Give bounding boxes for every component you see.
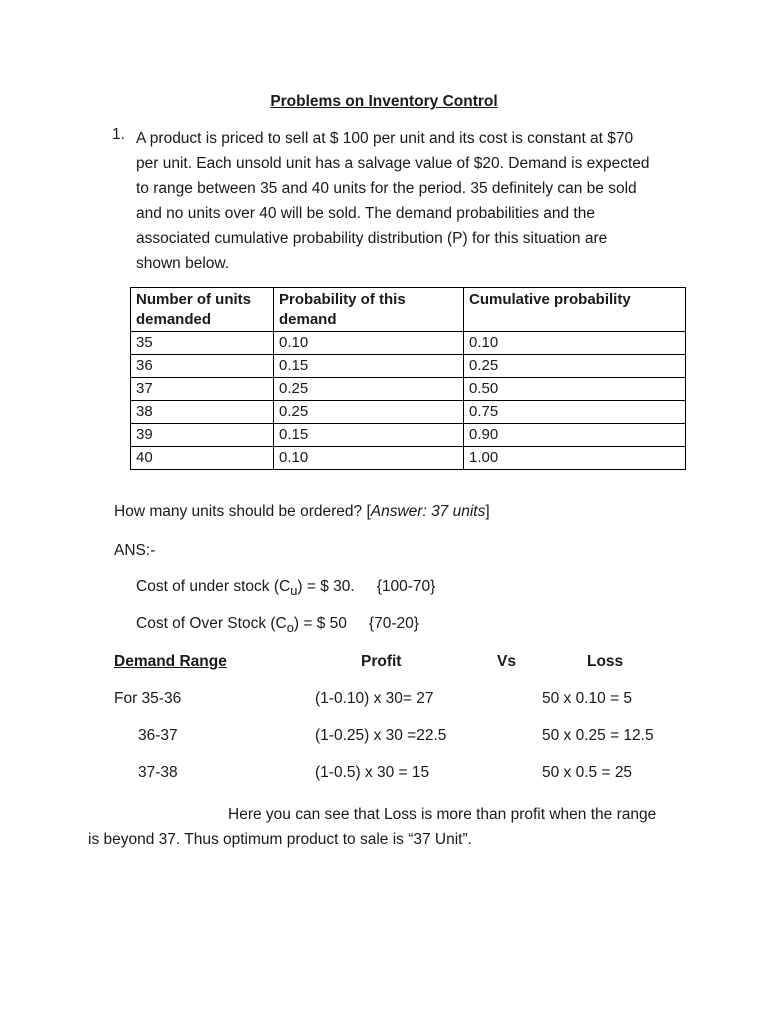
- table-cell: 0.10: [464, 332, 686, 355]
- cost-under-stock: [136, 578, 435, 598]
- cost-over-prefix: Cost of Over Stock (C: [136, 615, 287, 632]
- cost-under-prefix: Cost of under stock (C: [136, 578, 291, 595]
- cost-over-calc: {70-20}: [368, 615, 419, 632]
- cost-over-sub: o: [286, 620, 294, 636]
- table-cell: 0.15: [274, 424, 464, 447]
- table-cell: 0.10: [274, 447, 464, 470]
- table-cell: 1.00: [464, 447, 686, 470]
- question-text: How many units should be ordered? [: [114, 503, 371, 520]
- probability-table: [130, 287, 686, 470]
- table-cell: 0.90: [464, 424, 686, 447]
- table-cell: 0.25: [274, 401, 464, 424]
- cost-under-suffix: ) = $ 30.: [297, 578, 355, 595]
- table-cell: 40: [131, 447, 274, 470]
- problem-number: 1.: [112, 126, 125, 143]
- table-header-row: [131, 288, 686, 332]
- question: [114, 503, 490, 521]
- table-cell: 38: [131, 401, 274, 424]
- cost-over-suffix: ) = $ 50: [293, 615, 347, 632]
- profit-cell: (1-0.25) x 30 =22.5: [315, 727, 447, 744]
- problem-text: A product is priced to sell at $ 100 per unit and its cost is constant at $70 per unit. Each unsold unit has a salvage value of $20. Demand is expected to range between 35 and 40 units for the period. 35 definitely can be sold and no units over 40 will be sold. The demand probabilities and the associated cumulative probability distribution (P) for this situation are shown below.: [136, 130, 650, 272]
- table-row: [131, 332, 686, 355]
- cost-over-stock: [136, 615, 419, 635]
- table-cell: 0.25: [464, 355, 686, 378]
- table-cell: 0.10: [274, 332, 464, 355]
- table-cell: 39: [131, 424, 274, 447]
- table-header-cell: Cumulative probability: [464, 288, 686, 332]
- table-row: [131, 424, 686, 447]
- profit-cell: (1-0.5) x 30 = 15: [315, 764, 430, 781]
- table-cell: 37: [131, 378, 274, 401]
- table-cell: 0.75: [464, 401, 686, 424]
- table-cell: 36: [131, 355, 274, 378]
- profit-header: Profit: [361, 653, 402, 670]
- range-cell: 37-38: [138, 764, 178, 781]
- table-cell: 0.15: [274, 355, 464, 378]
- table-row: [131, 355, 686, 378]
- range-cell: 36-37: [138, 727, 178, 744]
- table-header-cell: Probability of this demand: [274, 288, 464, 332]
- loss-header: Loss: [587, 653, 624, 670]
- table-row: [131, 378, 686, 401]
- vs-header: Vs: [497, 653, 516, 670]
- loss-cell: 50 x 0.10 = 5: [542, 690, 633, 707]
- range-cell: For 35-36: [114, 690, 182, 707]
- page-title: Problems on Inventory Control: [270, 93, 498, 110]
- table-cell: 35: [131, 332, 274, 355]
- conclusion-line-1: Here you can see that Loss is more than profit when the range: [228, 806, 657, 823]
- loss-cell: 50 x 0.5 = 25: [542, 764, 633, 781]
- conclusion-line-2: is beyond 37. Thus optimum product to sale is “37 Unit”.: [88, 831, 472, 848]
- question-close: ]: [485, 503, 490, 520]
- conclusion: [88, 802, 688, 852]
- table-cell: 0.50: [464, 378, 686, 401]
- table-row: [131, 401, 686, 424]
- cost-under-calc: {100-70}: [376, 578, 436, 595]
- table-cell: 0.25: [274, 378, 464, 401]
- table-row: [131, 447, 686, 470]
- loss-cell: 50 x 0.25 = 12.5: [542, 727, 654, 744]
- cost-under-sub: u: [290, 583, 298, 599]
- table-header-cell: Number of units demanded: [131, 288, 274, 332]
- profit-cell: (1-0.10) x 30= 27: [315, 690, 434, 707]
- answer-label: ANS:-: [114, 542, 156, 559]
- demand-range-header: Demand Range: [114, 653, 227, 670]
- question-answer: Answer: 37 units: [370, 503, 486, 520]
